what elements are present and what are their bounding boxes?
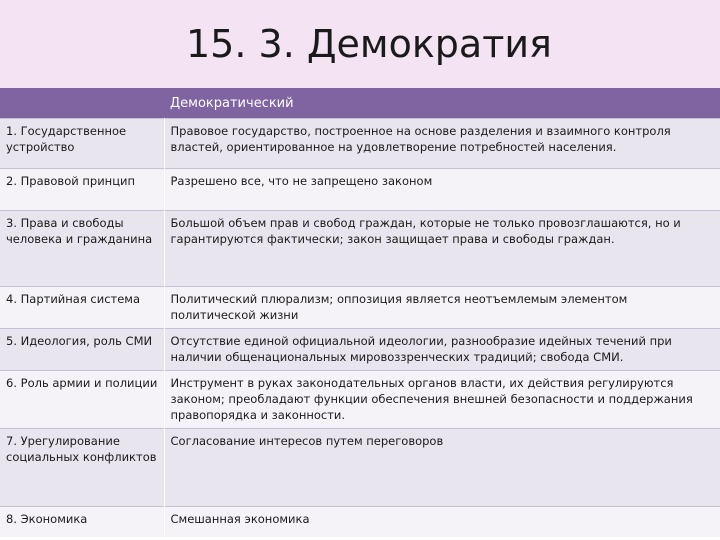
row-label: 4. Партийная система bbox=[0, 287, 164, 329]
row-value: Правовое государство, построенное на основе разделения и взаимного контроля властей, ориентированное на удовлетворение потребностей населения. bbox=[164, 119, 720, 169]
row-value: Политический плюрализм; оппозиция является неотъемлемым элементом политической жизни bbox=[164, 287, 720, 329]
table-row bbox=[0, 119, 720, 169]
header-empty-cell bbox=[0, 88, 164, 119]
row-value: Согласование интересов путем переговоров bbox=[164, 429, 720, 507]
row-label: 1. Государственное устройство bbox=[0, 119, 164, 169]
header-democratic: Демократический bbox=[164, 88, 720, 119]
table-row bbox=[0, 287, 720, 329]
row-label: 7. Урегулирование социальных конфликтов bbox=[0, 429, 164, 507]
table-row bbox=[0, 429, 720, 507]
row-value: Разрешено все, что не запрещено законом bbox=[164, 169, 720, 211]
row-label: 6. Роль армии и полиции bbox=[0, 371, 164, 429]
slide-title: 15. 3. Демократия bbox=[186, 22, 552, 66]
table-row bbox=[0, 169, 720, 211]
row-label: 3. Права и свободы человека и гражданина bbox=[0, 211, 164, 287]
table-row bbox=[0, 507, 720, 537]
row-value: Отсутствие единой официальной идеологии, разнообразие идейных течений при наличии общенациональных мировоззренческих традиций; свобода СМИ. bbox=[164, 329, 720, 371]
row-value: Смешанная экономика bbox=[164, 507, 720, 537]
row-value: Большой объем прав и свобод граждан, которые не только провозглашаются, но и гарантируются фактически; закон защищает права и свободы граждан. bbox=[164, 211, 720, 287]
comparison-table bbox=[0, 88, 720, 537]
row-label: 8. Экономика bbox=[0, 507, 164, 537]
table-row bbox=[0, 211, 720, 287]
row-label: 5. Идеология, роль СМИ bbox=[0, 329, 164, 371]
table-header-row bbox=[0, 88, 720, 119]
table-row bbox=[0, 371, 720, 429]
table-row bbox=[0, 329, 720, 371]
row-label: 2. Правовой принцип bbox=[0, 169, 164, 211]
row-value: Инструмент в руках законодательных органов власти, их действия регулируются законом; преобладают функции обеспечения внешней безопасности и поддержания правопорядка и законности. bbox=[164, 371, 720, 429]
